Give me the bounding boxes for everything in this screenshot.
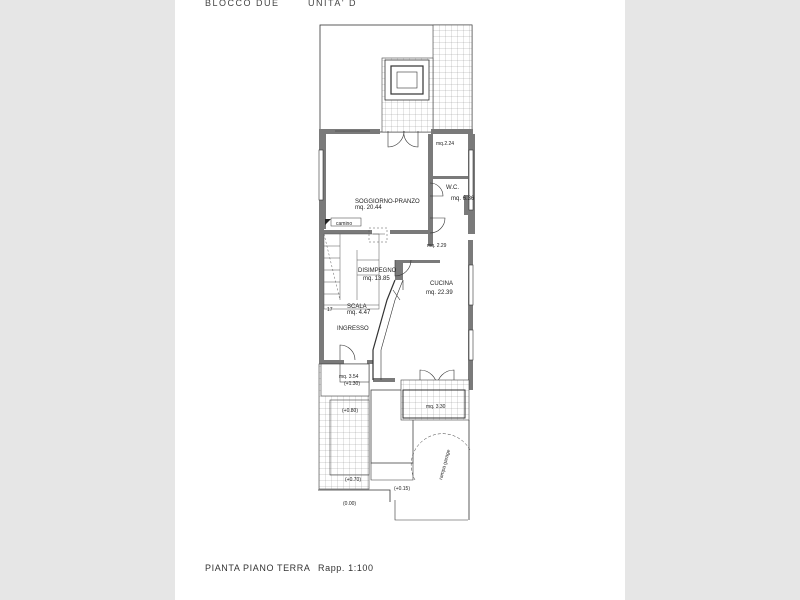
fireplace-symbol: [325, 219, 331, 225]
level-lower: (+0.80): [342, 408, 358, 414]
floor-plan: [175, 0, 625, 600]
level-ramp: (+0.15): [394, 486, 410, 492]
area-label-garage: mq. 3.30: [426, 404, 446, 410]
level-porch: (+1.30): [344, 381, 360, 387]
block-title: BLOCCO DUE: [205, 0, 280, 8]
room-name-wc: W.C.: [446, 185, 459, 191]
room-area-wc: mq. 6.36: [451, 196, 475, 202]
upper-courtyard: [320, 25, 472, 132]
room-name-ingresso: INGRESSO: [337, 326, 369, 332]
room-area-soggiorno: mq. 20.44: [355, 205, 382, 211]
room-area-disimpegno: mq. 13.85: [363, 276, 390, 282]
room-name-scala: SCALA: [347, 304, 367, 310]
area-label-top: mq.2.24: [436, 141, 455, 147]
level-street: (0.00): [343, 501, 357, 507]
area-label-porch: mq. 3.54: [339, 374, 359, 380]
drawing-sheet: [175, 0, 625, 600]
lower-area: [318, 364, 470, 520]
walls: [319, 129, 475, 390]
room-name-cucina: CUCINA: [430, 281, 454, 287]
drawing-scale: Rapp. 1:100: [318, 563, 374, 573]
drawing-title: PIANTA PIANO TERRA: [205, 563, 311, 573]
level-entry: (+0.70): [345, 477, 361, 483]
stair-number: 17: [327, 307, 333, 313]
ramp-label: rampa garage: [438, 448, 452, 481]
area-label-small: mq. 2.29: [427, 243, 447, 249]
room-area-cucina: mq. 22.39: [426, 290, 453, 296]
room-name-soggiorno: SOGGIORNO-PRANZO: [355, 199, 420, 205]
unit-title: UNITA' D: [308, 0, 358, 8]
room-name-disimpegno: DISIMPEGNO: [358, 268, 397, 274]
camino-label: camino: [336, 221, 353, 227]
room-area-scala: mq. 4.47: [347, 310, 371, 316]
